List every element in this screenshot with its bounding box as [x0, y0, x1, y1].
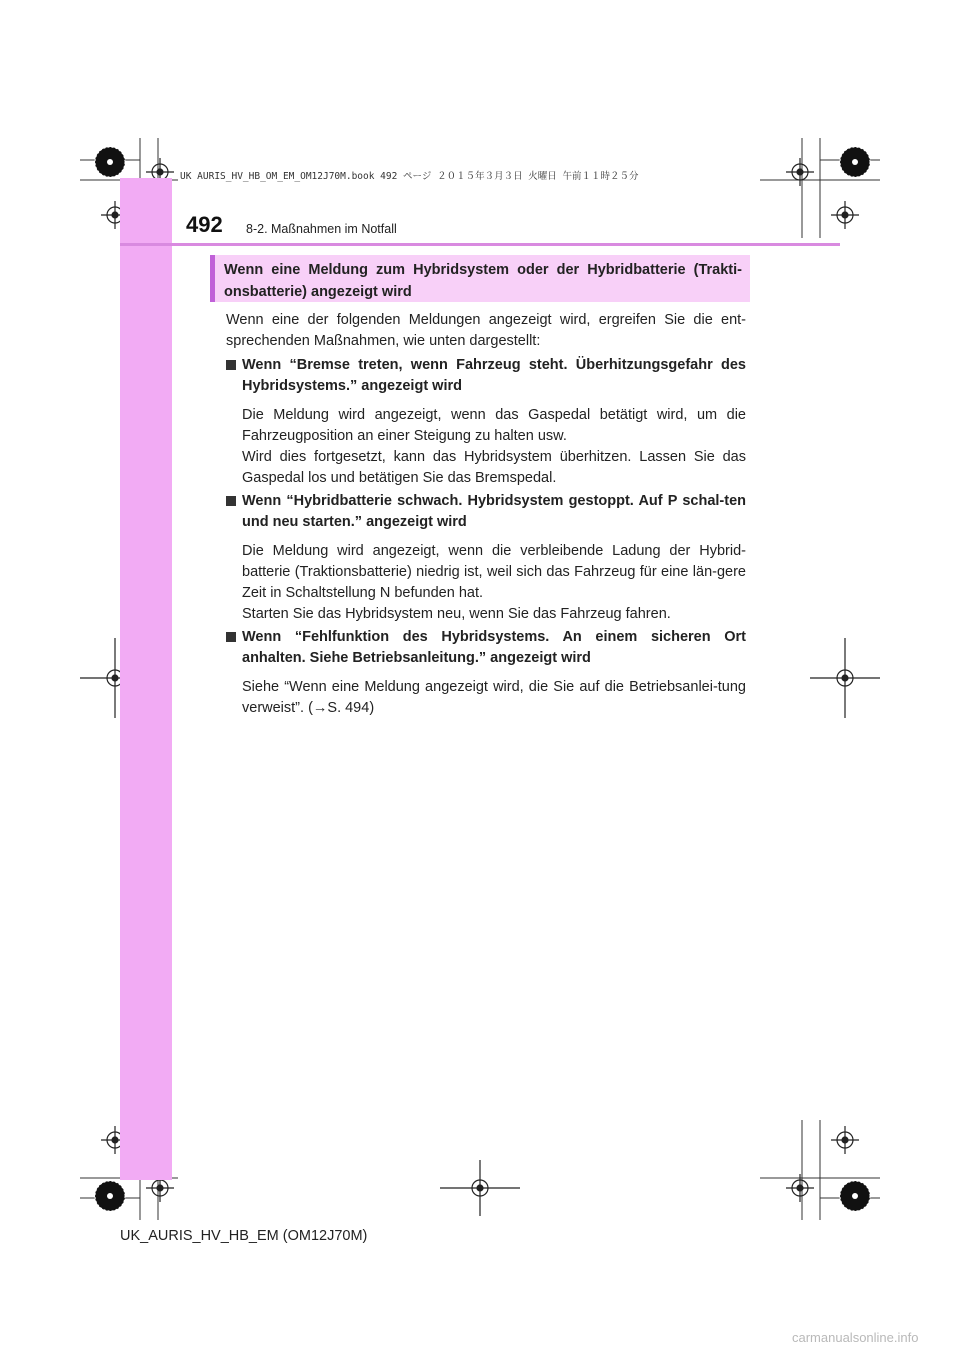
item-paragraph: Wird dies fortgesetzt, kann das Hybridsystem überhitzen. Lassen Sie das Gaspedal los und betätigen Sie das Bremspedal. [242, 449, 746, 486]
list-item [226, 627, 746, 719]
square-bullet-icon [226, 360, 236, 370]
item-title: Wenn “Bremse treten, wenn Fahrzeug steht. Überhitzungsgefahr des Hybridsystems.” angezeigt wird [242, 357, 746, 394]
item-title-row [226, 491, 746, 533]
file-stamp: UK AURIS_HV_HB_OM_EM_OM12J70M.book 492 ページ ２０１５年３月３日 火曜日 午前１１時２５分 [180, 171, 639, 182]
item-title: Wenn “Fehlfunktion des Hybridsystems. An einem sicheren Ort anhalten. Siehe Betriebsanleitung.” angezeigt wird [242, 629, 746, 666]
list-item [226, 355, 746, 489]
intro-paragraph: Wenn eine der folgenden Meldungen angezeigt wird, ergreifen Sie die ent-sprechenden Maßnahmen, wie unten dargestellt: [226, 312, 746, 349]
watermark: carmanualsonline.info [792, 1330, 919, 1345]
square-bullet-icon [226, 496, 236, 506]
square-bullet-icon [226, 632, 236, 642]
item-paragraph: Die Meldung wird angezeigt, wenn das Gaspedal betätigt wird, um die Fahrzeugposition an einer Steigung zu halten usw. [242, 407, 746, 444]
page-number: 492 [186, 212, 223, 237]
section-heading-box [210, 255, 750, 302]
list-item [226, 491, 746, 625]
item-paragraph: Die Meldung wird angezeigt, wenn die verbleibende Ladung der Hybrid-batterie (Traktionsbatterie) niedrig ist, weil sich das Fahrzeug für eine län-gere Zeit in Schaltstellung N befunden hat. [242, 543, 746, 601]
item-body [226, 541, 746, 625]
section-label: 8-2. Maßnahmen im Notfall [246, 222, 397, 236]
item-title-row [226, 355, 746, 397]
item-paragraph: Siehe “Wenn eine Meldung angezeigt wird, die Sie auf die Betriebsanlei-tung verweist”. (→S. 494) [242, 679, 746, 716]
section-heading: Wenn eine Meldung zum Hybridsystem oder der Hybridbatterie (Trakti-onsbatterie) angezeigt wird [224, 262, 742, 300]
footer-document-code: UK_AURIS_HV_HB_EM (OM12J70M) [120, 1228, 368, 1244]
item-paragraph: Starten Sie das Hybridsystem neu, wenn Sie das Fahrzeug fahren. [242, 606, 671, 622]
item-body [226, 677, 746, 719]
chapter-side-strip [120, 178, 172, 1180]
item-title-row [226, 627, 746, 669]
item-title: Wenn “Hybridbatterie schwach. Hybridsystem gestoppt. Auf P schal-ten und neu starten.” angezeigt wird [242, 493, 746, 530]
item-body [226, 405, 746, 489]
header-rule [120, 243, 840, 246]
